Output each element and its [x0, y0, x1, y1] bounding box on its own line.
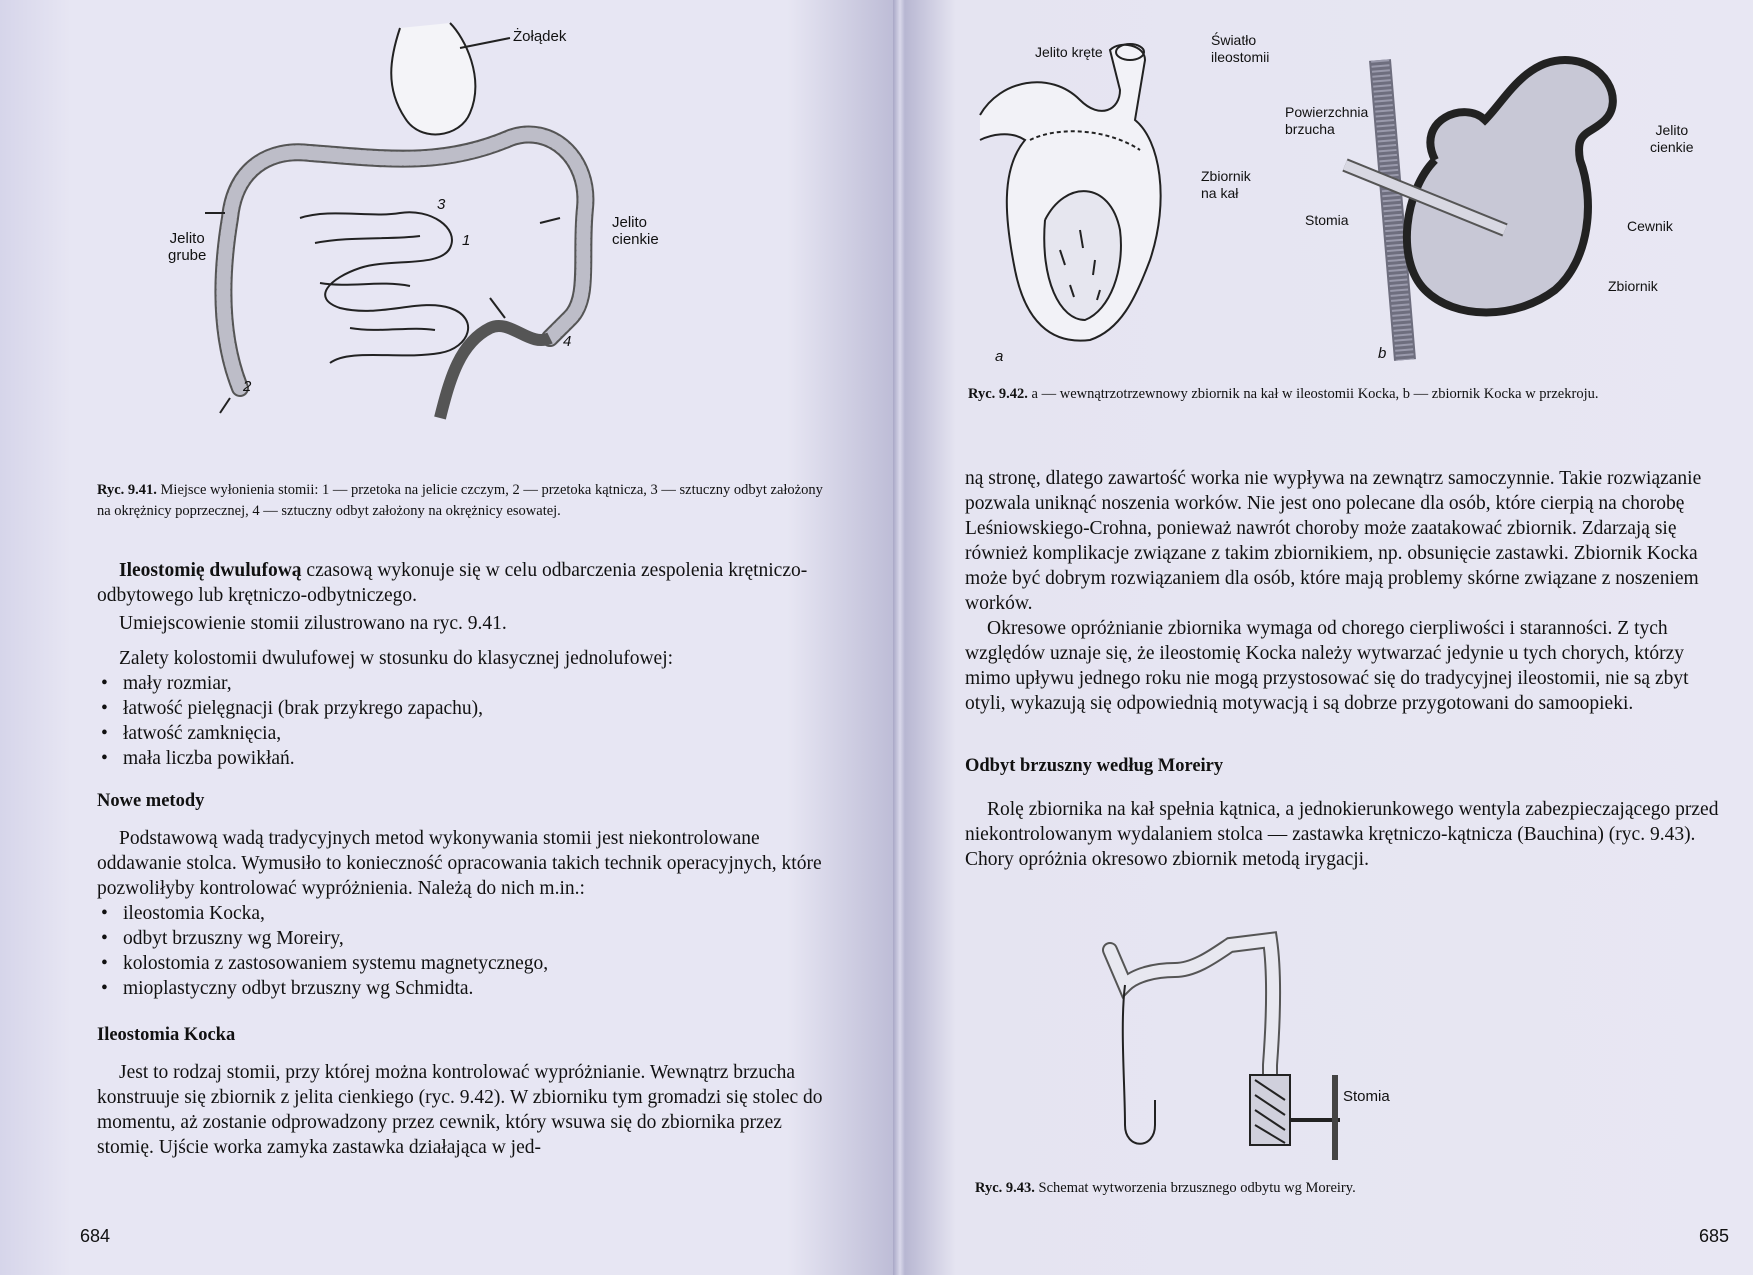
advantages-list [97, 671, 839, 771]
figure-9-43-illustration [1095, 925, 1355, 1190]
caption-text: a — wewnątrzotrzewnowy zbiornik na kał w ileostomii Kocka, b — zbiornik Kocka w przekroju. [1027, 386, 1599, 402]
label-jelito-cienkie-942: Jelito cienkie [1650, 122, 1694, 155]
list-item: • odbyt brzuszny wg Moreiry, [97, 926, 839, 951]
label-number-1: 1 [462, 232, 471, 249]
right-body-text [965, 466, 1723, 872]
caption-label: Ryc. 9.43. [975, 1180, 1035, 1196]
label-swiatlo-ileostomii: Światło ileostomii [1211, 32, 1270, 65]
figure-9-41-caption [97, 480, 839, 522]
heading-ileostomia-kocka: Ileostomia Kocka [97, 1025, 236, 1045]
para4: Podstawową wadą tradycyjnych metod wykonywania stomii jest niekontrolowane oddawanie stolca. Wymusiło to konieczność opracowania takich technik operacyjnych, które pozwoliłyby kontrolować wypróżnienia. Należą do nich m.in.: [97, 828, 822, 899]
figure-9-42a-illustration [970, 20, 1200, 360]
figure-9-42b-illustration [1335, 40, 1665, 370]
label-b: b [1378, 345, 1387, 362]
list-item: • łatwość pielęgnacji (brak przykrego zapachu), [97, 696, 839, 721]
right-para1: ną stronę, dlatego zawartość worka nie wypływa na zewnątrz samoczynnie. Takie rozwiązanie pozwala uniknąć noszenia worków. Nie jest ono polecane dla osób, które cierpią na chorobę Leśniowskiego-Crohna, ponieważ nawrót choroby może zaatakować zbiornik. Zdarzają się również komplikacje związane z takim zbiornikiem, np. obsunięcie zastawki. Zbiornik Kocka może być dobrym rozwiązaniem dla osób, które mają problemy skórne związane z noszeniem worków. [965, 468, 1702, 614]
page-number-right: 685 [1698, 1226, 1729, 1246]
list-item: • mioplastyczny odbyt brzuszny wg Schmidta. [97, 976, 839, 1001]
para1-text: czasową wykonuje się w celu odbarczenia zespolenia krętniczo-odbytowego lub krętniczo-odbytniczego. [97, 560, 808, 606]
caption-text: Schemat wytworzenia brzusznego odbytu wg Moreiry. [1034, 1180, 1356, 1196]
label-zoladek: Żołądek [513, 28, 567, 45]
right-para2: Okresowe opróżnianie zbiornika wymaga od chorego cierpliwości i staranności. Z tych względów uznaje się, że ileostomię Kocka należy wytwarzać jedynie u tych chorych, którzy mimo upływu jednego roku nie mogą przystosować się do tradycyjnej ileostomii, nie są zbyt otyli, wykazują się odpowiednią motywacją i są dobrze przygotowani do samoopieki. [965, 618, 1689, 714]
figure-9-42-caption [968, 384, 1723, 405]
page-number-left: 684 [80, 1226, 111, 1246]
para2: Umiejscowienie stomii zilustrowano na ryc. 9.41. [119, 613, 507, 634]
heading-odbyt-moreiry: Odbyt brzuszny według Moreiry [965, 756, 1224, 776]
label-jelito-cienkie: Jelito cienkie [612, 214, 659, 248]
label-number-2: 2 [243, 378, 252, 395]
label-zbiornik: Zbiornik [1608, 278, 1658, 294]
list-item: • kolostomia z zastosowaniem systemu magnetycznego, [97, 951, 839, 976]
list-item: • łatwość zamknięcia, [97, 721, 839, 746]
heading-nowe-metody: Nowe metody [97, 791, 205, 811]
para3: Zalety kolostomii dwulufowej w stosunku do klasycznej jednolufowej: [119, 648, 674, 669]
label-powierzchnia-brzucha: Powierzchnia brzucha [1285, 104, 1369, 137]
label-stomia-942: Stomia [1305, 212, 1349, 228]
left-body-text [97, 558, 839, 1160]
label-a: a [995, 348, 1004, 365]
list-item: • mały rozmiar, [97, 671, 839, 696]
label-zbiornik-na-kal: Zbiornik na kał [1201, 168, 1251, 201]
list-item: • ileostomia Kocka, [97, 901, 839, 926]
right-page [905, 0, 1753, 1275]
para5: Jest to rodzaj stomii, przy której można kontrolować wypróżnianie. Wewnątrz brzucha konstruuje się zbiornik z jelita cienkiego (ryc. 9.42). W zbiorniku tym gromadzi się stolec do momentu, aż zostanie odprowadzony przez cewnik, który wsuwa się do zbiornika przez stomię. Ujście worka zamyka zastawka działająca w jed- [97, 1062, 823, 1158]
caption-label: Ryc. 9.41. [97, 482, 157, 498]
label-jelito-krete: Jelito kręte [1035, 44, 1103, 60]
label-stomia-943: Stomia [1343, 1088, 1390, 1105]
figure-9-43-caption [975, 1178, 1475, 1199]
caption-text: Miejsce wyłonienia stomii: 1 — przetoka na jelicie czczym, 2 — przetoka kątnicza, 3 — sztuczny odbyt założony na okrężnicy poprzecznej, 4 — sztuczny odbyt założony na okrężnicy esowatej. [97, 482, 823, 519]
label-cewnik: Cewnik [1627, 218, 1673, 234]
label-number-4: 4 [563, 333, 572, 350]
list-item: • mała liczba powikłań. [97, 746, 839, 771]
label-number-3: 3 [437, 196, 446, 213]
methods-list [97, 901, 839, 1001]
right-para3: Rolę zbiornika na kał spełnia kątnica, a jednokierunkowego wentyla zabezpieczającego przed niekontrolowanym wydalaniem stolca — zastawka krętniczo-kątnicza (Bauchina) (ryc. 9.43). Chory opróżnia okresowo zbiornik metodą irygacji. [965, 799, 1719, 870]
para1-bold: Ileostomię dwulufową [119, 560, 302, 581]
caption-label: Ryc. 9.42. [968, 386, 1028, 402]
label-jelito-grube: Jelito grube [168, 230, 207, 264]
